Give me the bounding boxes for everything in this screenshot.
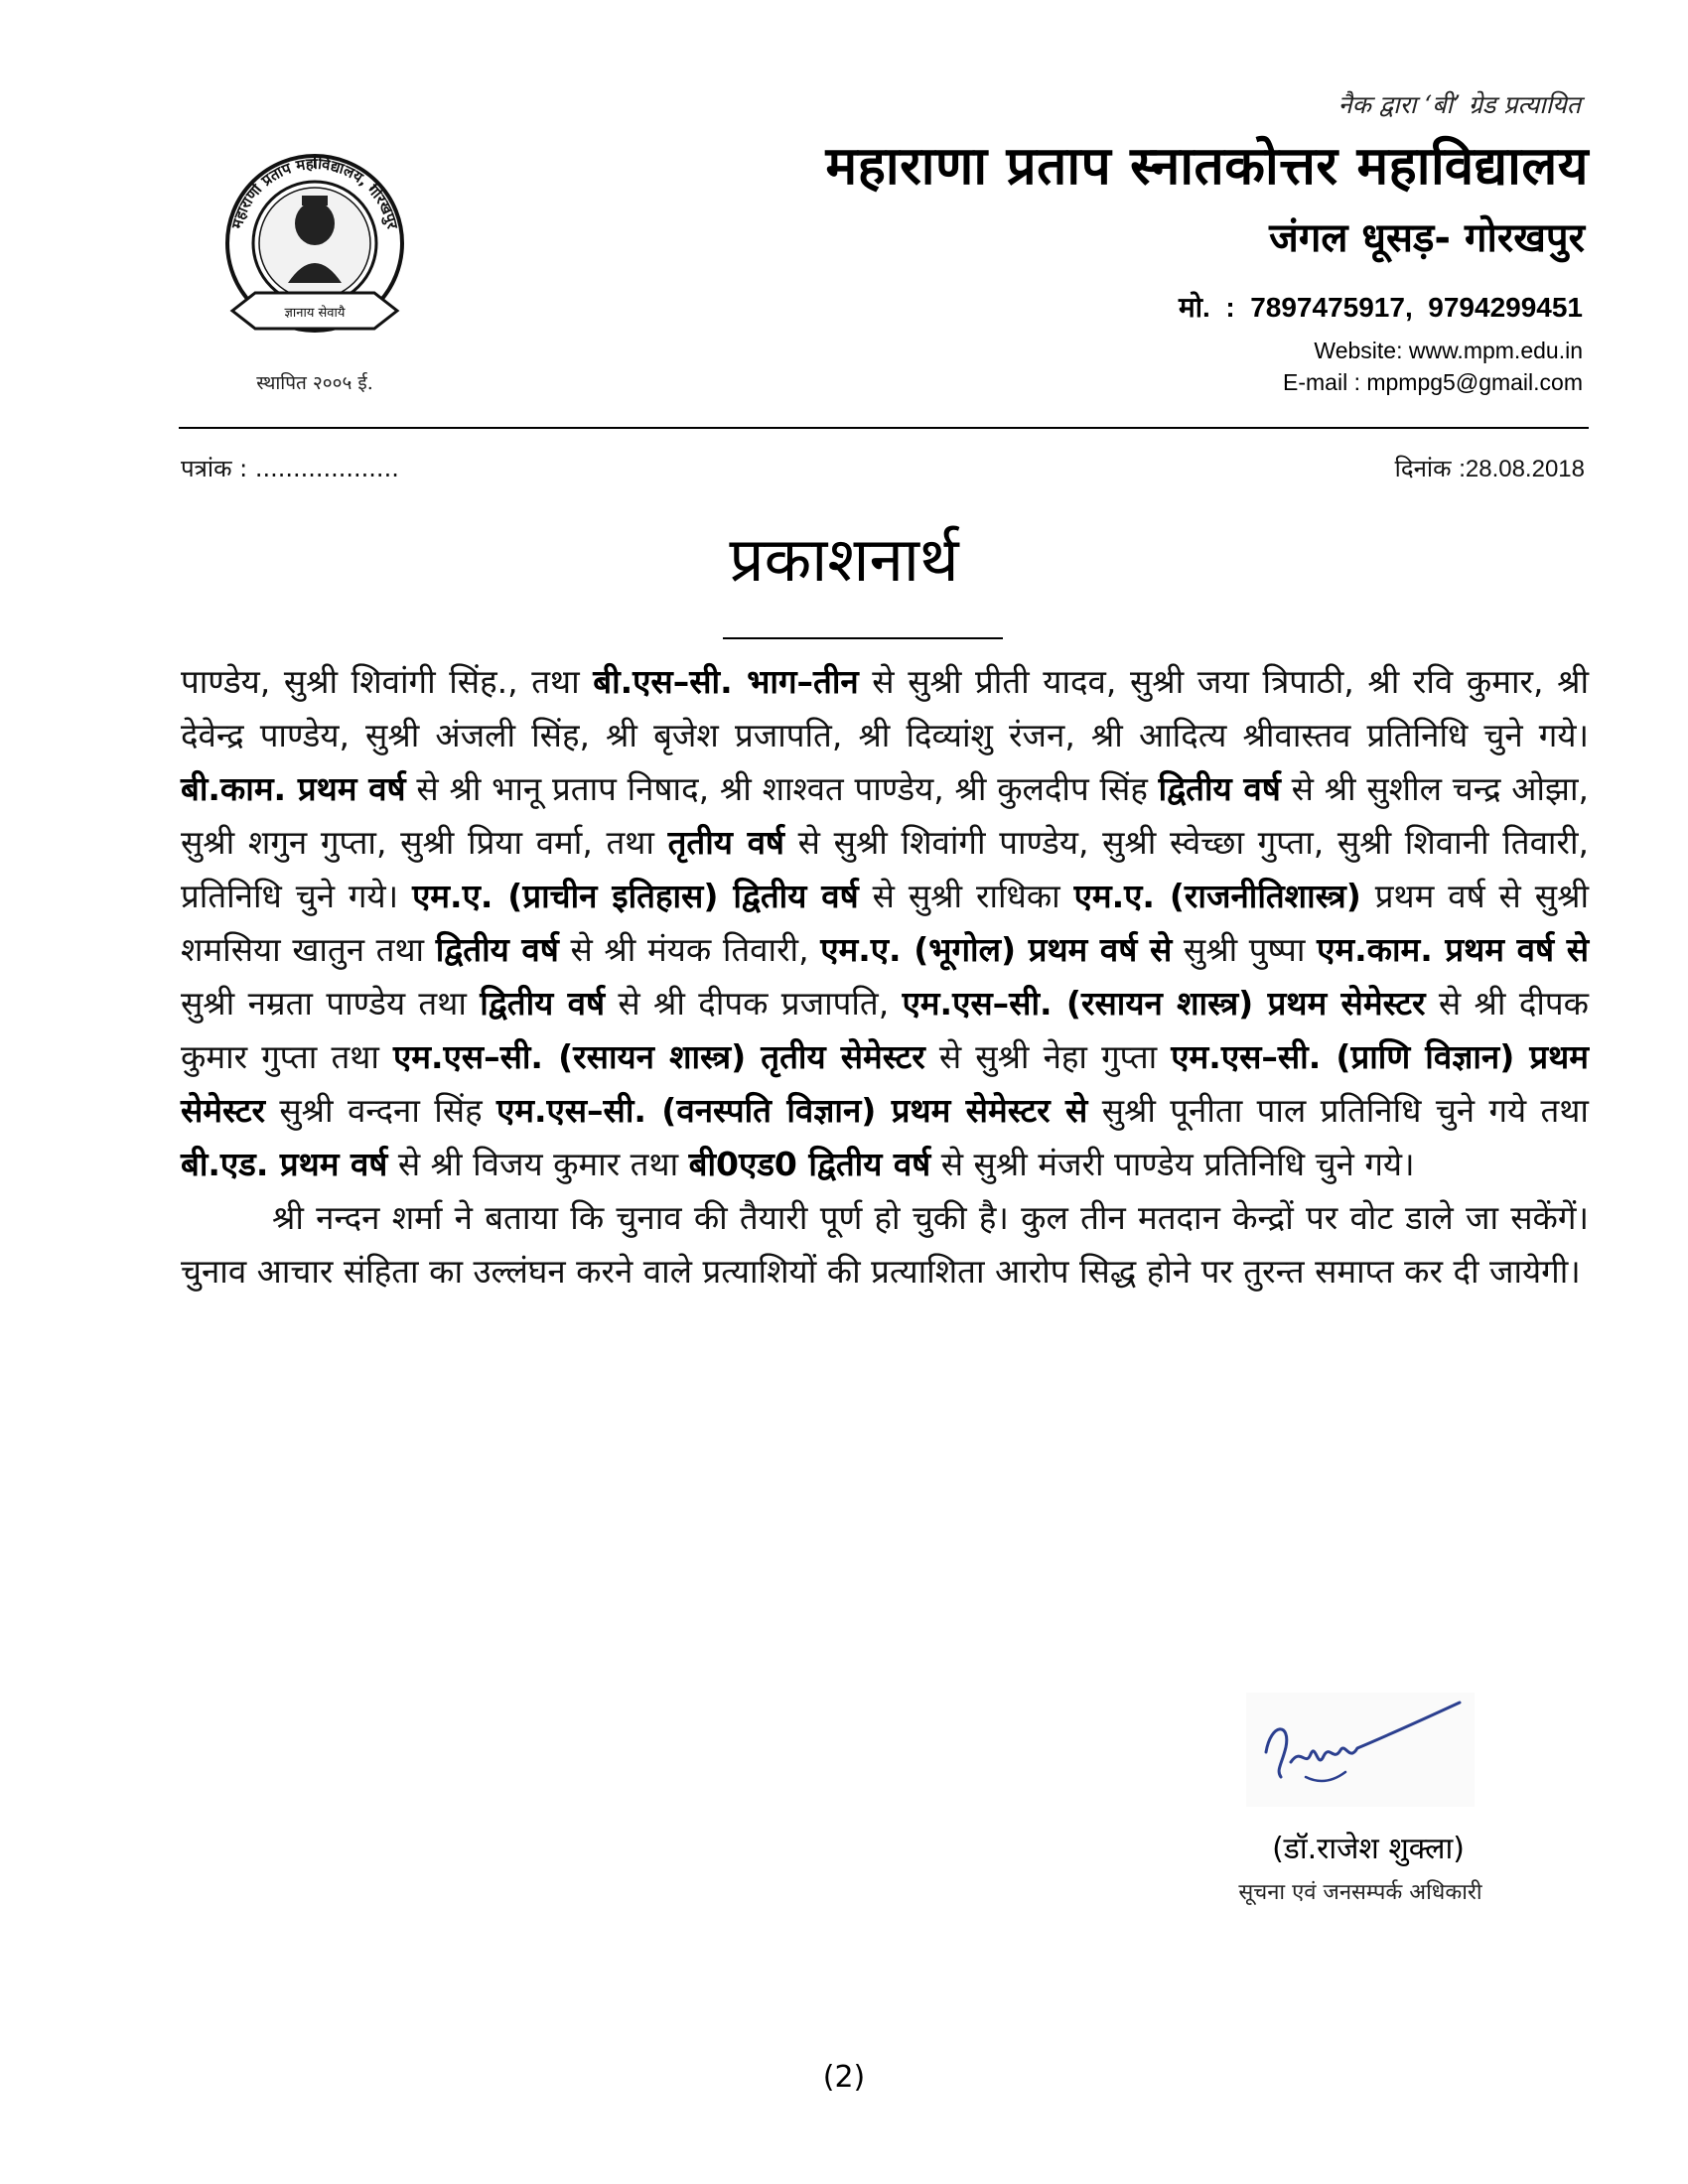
- date-value: :28.08.2018: [1459, 456, 1585, 482]
- signature-image: [1246, 1693, 1475, 1807]
- college-place: जंगल धूसड़- गोरखपुर: [1269, 215, 1585, 261]
- title-underline: [723, 637, 1003, 639]
- date-label: दिनांक: [1394, 455, 1460, 482]
- text-run: से सुश्री मंजरी पाण्डेय प्रतिनिधि चुने गये।: [930, 1145, 1415, 1183]
- bold-text-run: द्वितीय वर्ष: [1158, 769, 1281, 808]
- text-run: सुश्री वन्दना सिंह: [265, 1091, 496, 1130]
- text-run: से सुश्री प्रीती यादव, सुश्री जया त्रिपाठी, श्री रवि कुमार, श्री देवेन्द्र पाण्डेय, सुश्री अंजली सिंह, श्री बृजेश प्रजापति, श्री दिव्यांशु रंजन, श्री आदित्य श्रीवास्तव प्रतिनिधि चुने गये।: [181, 662, 1589, 754]
- bold-text-run: बी.एस–सी. भाग–तीन: [593, 662, 859, 701]
- bold-text-run: एम.ए. (राजनीतिशास्त्र): [1073, 877, 1361, 915]
- seal-caption: स्थापित २००५ ई.: [256, 372, 373, 394]
- page-number: (2): [822, 2060, 866, 2095]
- date-line: [1395, 452, 1585, 484]
- bold-text-run: तृतीय वर्ष: [667, 823, 784, 862]
- bold-text-run: एम.एस–सी. (रसायन शास्त्र) प्रथम सेमेस्टर: [902, 984, 1426, 1023]
- document-title: प्रकाशनार्थ: [729, 523, 959, 596]
- signatory-name: (डॉ.राजेश शुक्ला): [1272, 1832, 1465, 1866]
- seal-motto: ज्ञानाय सेवायै: [284, 306, 346, 321]
- bold-text-run: बी.काम. प्रथम वर्ष: [181, 769, 406, 808]
- text-run: से श्री भानू प्रताप निषाद, श्री शाश्वत पाण्डेय, श्री कुलदीप सिंह: [405, 769, 1159, 808]
- bold-text-run: एम.ए. (भूगोल) प्रथम वर्ष से: [820, 930, 1173, 969]
- text-run: सुश्री पुष्पा: [1172, 930, 1318, 969]
- bold-text-run: द्वितीय वर्ष: [480, 984, 606, 1023]
- header-divider: [179, 427, 1589, 429]
- college-name: महाराणा प्रताप स्नातकोत्तर महाविद्यालय: [825, 136, 1589, 197]
- seal-ring-text: महाराणा प्रताप महाविद्यालय, गोरखपुर: [227, 154, 402, 231]
- phone-numbers: मो. : 7897475917, 9794299451: [1179, 292, 1583, 323]
- text-run: सुश्री पूनीता पाल प्रतिनिधि चुने गये तथा: [1087, 1091, 1589, 1130]
- text-run: से सुश्री नेहा गुप्ता: [924, 1037, 1172, 1076]
- reference-number: पत्रांक : ...................: [181, 455, 399, 482]
- text-run: से श्री दीपक प्रजापति,: [605, 984, 903, 1023]
- text-run: से सुश्री शिवांगी पाण्डेय, सुश्री स्वेच्छा गुप्ता, सुश्री शिवानी तिवारी, प्रतिनिधि चुने गये।: [181, 823, 1590, 915]
- text-run: से श्री मंयक तिवारी,: [558, 930, 821, 969]
- text-run: से श्री दीपक कुमार गुप्ता तथा: [181, 984, 1589, 1076]
- bold-text-run: बी0एड0 द्वितीय वर्ष: [688, 1145, 931, 1183]
- bold-text-run: द्वितीय वर्ष: [435, 930, 559, 969]
- text-run: से श्री विजय कुमार तथा: [387, 1145, 689, 1183]
- text-run: सुश्री नम्रता पाण्डेय तथा: [181, 984, 481, 1023]
- text-run: से श्री सुशील चन्द्र ओझा, सुश्री शगुन गुप्ता, सुश्री प्रिया वर्मा, तथा: [181, 769, 1589, 862]
- bold-text-run: बी.एड. प्रथम वर्ष: [181, 1145, 388, 1183]
- college-seal-logo: [211, 144, 419, 352]
- signatory-designation: सूचना एवं जनसम्पर्क अधिकारी: [1238, 1880, 1482, 1905]
- text-run: प्रथम वर्ष से सुश्री शमसिया खातुन तथा: [181, 877, 1589, 969]
- bold-text-run: एम.काम. प्रथम वर्ष से: [1317, 930, 1590, 969]
- paragraph-representatives: [181, 655, 1589, 1191]
- document-body: [181, 655, 1589, 1298]
- text-run: से सुश्री राधिका: [858, 877, 1074, 915]
- bold-text-run: एम.एस–सी. (रसायन शास्त्र) तृतीय सेमेस्टर: [393, 1037, 925, 1076]
- bold-text-run: एम.एस–सी. (प्राणि विज्ञान) प्रथम सेमेस्टर: [181, 1037, 1589, 1130]
- bold-text-run: एम.ए. (प्राचीन इतिहास) द्वितीय वर्ष: [412, 877, 859, 915]
- bold-text-run: एम.एस–सी. (वनस्पति विज्ञान) प्रथम सेमेस्टर से: [495, 1091, 1088, 1130]
- email: E-mail : mpmpg5@gmail.com: [1283, 369, 1583, 395]
- paragraph-election-info: श्री नन्दन शर्मा ने बताया कि चुनाव की तैयारी पूर्ण हो चुकी है। कुल तीन मतदान केन्द्रों पर वोट डाले जा सकेंगें। चुनाव आचार संहिता का उल्लंघन करने वाले प्रत्याशियों की प्रत्याशिता आरोप सिद्ध होने पर तुरन्त समाप्त कर दी जायेगी।: [181, 1198, 1589, 1291]
- accreditation-note: नैक द्वारा ‘बी’ ग्रेड प्रत्यायित: [1337, 90, 1581, 119]
- text-run: पाण्डेय, सुश्री शिवांगी सिंह., तथा: [181, 662, 594, 701]
- website: Website: www.mpm.edu.in: [1314, 338, 1583, 363]
